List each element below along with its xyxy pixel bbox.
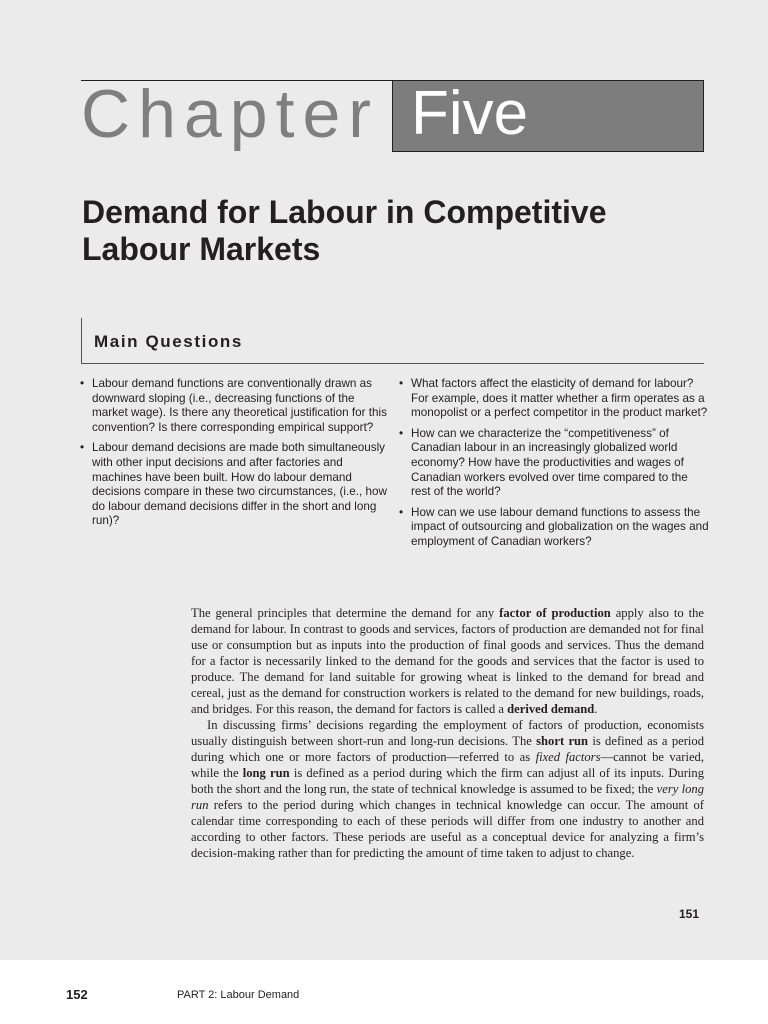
body-text: [191, 605, 704, 861]
question-text: How can we characterize the “competitiveness” of Canadian labour in an increasingly globalized world economy? How have the productivities and wages of Canadian workers evolved over time compared to the rest of the world?: [411, 426, 688, 499]
running-head: PART 2: Labour Demand: [177, 989, 300, 1001]
question-item: [80, 377, 390, 435]
paragraph-1: [191, 605, 704, 717]
main-questions-left-rule: [81, 318, 82, 364]
text-run: is defined as a period during which one or more factors of production—referred to as: [191, 734, 704, 764]
bullet: •: [399, 426, 404, 440]
key-term-short-run: short run: [536, 734, 589, 748]
bullet: •: [80, 441, 85, 455]
main-questions-bottom-rule: [81, 363, 704, 364]
key-term-factor-of-production: factor of production: [499, 606, 611, 620]
text-run: .: [594, 702, 598, 716]
text-run: The general principles that determine the demand for any: [191, 606, 500, 620]
italic-term-very-long-run: very long run: [191, 782, 704, 812]
text-run: is defined as a period during which the firm can adjust all of its inputs. During both the short and the long run, the state of technical knowledge is assumed to be fixed; the: [191, 766, 704, 796]
question-item: [399, 377, 709, 421]
main-questions-right-column: [399, 377, 709, 556]
italic-term-fixed-factors: fixed factors: [535, 750, 601, 764]
chapter-label: Chapter: [81, 76, 379, 152]
question-item: [80, 441, 390, 529]
bullet: •: [399, 377, 404, 390]
text-run: apply also to the demand for labour. In contrast to goods and services, factors of production are demanded not for final use or consumption but as inputs into the production of final goods and services. Thus the demand for a factor is necessarily linked to the demand for the goods and services that the factor is used to produce. The demand for land suitable for growing wheat is linked to the demand for bread and cereal, just as the demand for construction workers is related to the demand for new buildings, roads, and bridges. For this reason, the demand for factors is called a: [191, 606, 704, 716]
question-text: Labour demand decisions are made both simultaneously with other input decisions and after factories and machines have been built. How do labour demand decisions compare in these two circumstances, (i.e., how do labour demand decisions differ in the short and long run)?: [92, 441, 387, 528]
bullet: •: [80, 377, 85, 390]
bullet: •: [399, 505, 404, 519]
text-run: In discussing firms’ decisions regarding the employment of factors of production, economists usually distinguish between short-run and long-run decisions. The: [191, 718, 704, 748]
question-item: [399, 506, 709, 550]
text-run: refers to the period during which changes in technical knowledge can occur. The amount of calendar time corresponding to each of these periods will differ from one industry to another and according to other factors. These periods are useful as a conceptual device for analyzing a firm’s decision-making rather than for predicting the amount of time taken to adjust to change.: [191, 798, 704, 860]
page-number-152: 152: [66, 987, 88, 1002]
key-term-derived-demand: derived demand: [507, 702, 595, 716]
key-term-long-run: long run: [242, 766, 290, 780]
main-questions-left-column: [80, 377, 390, 535]
text-run: —cannot be varied, while the: [191, 750, 704, 780]
question-item: [399, 427, 709, 500]
question-text: How can we use labour demand functions to assess the impact of outsourcing and globalization on the wages and employment of Canadian workers?: [411, 505, 709, 548]
page-number-151: 151: [679, 907, 700, 921]
question-text: Labour demand functions are conventionally drawn as downward sloping (i.e., decreasing functions of the market wage). Is there any theoretical justification for this convention? Is there corresponding empirical support?: [92, 377, 387, 434]
chapter-number: Five: [411, 79, 529, 148]
chapter-number-box: [392, 80, 704, 152]
chapter-title: Demand for Labour in Competitive Labour Markets: [82, 194, 607, 267]
paragraph-2: [191, 717, 704, 861]
main-questions-heading: Main Questions: [94, 332, 243, 351]
question-text: What factors affect the elasticity of demand for labour? For example, does it matter whether a firm operates as a monopolist or a perfect competitor in the product market?: [411, 377, 708, 420]
